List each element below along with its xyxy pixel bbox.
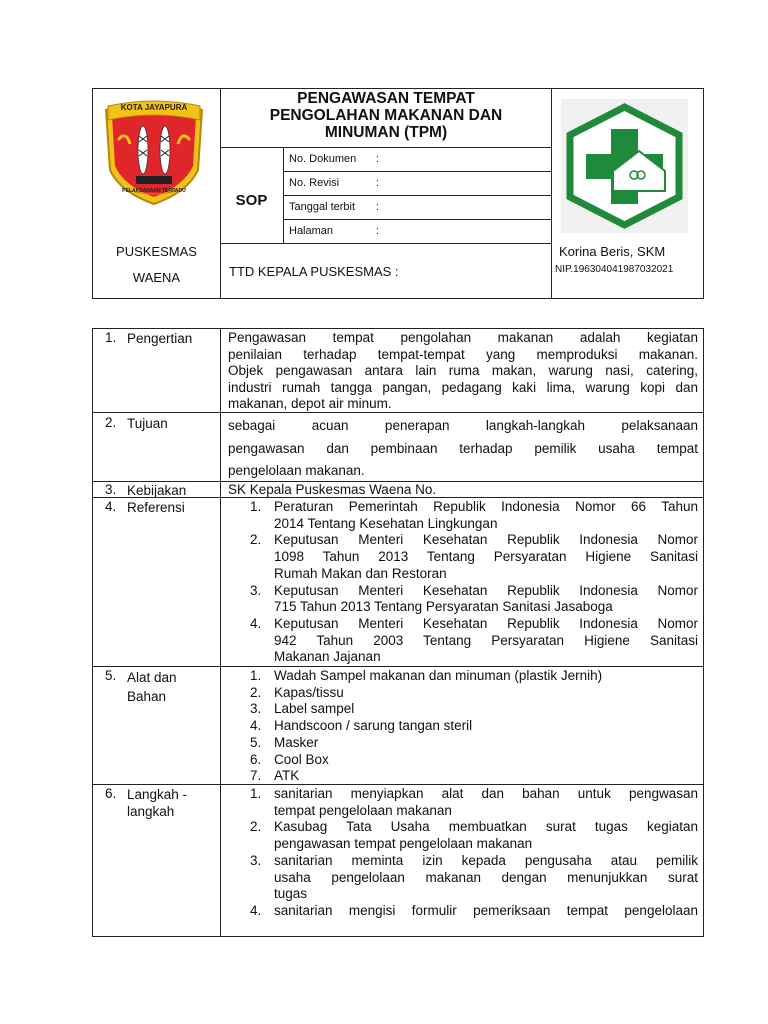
list-item: [246, 718, 698, 735]
list-line: sanitarian mengisi formulir pemeriksaan tempat pengelolaan: [274, 902, 698, 918]
section-label-tujuan: Tujuan: [127, 416, 168, 431]
header-divider-sop-top: [220, 147, 552, 148]
list-number: 1.: [250, 786, 262, 801]
head-name: Korina Beris, SKM: [559, 244, 666, 259]
text-line: penilaian terhadap tempat-tempat yang memproduksi makanan.: [228, 346, 698, 362]
list-line: Rumah Makan dan Restoran: [274, 565, 447, 581]
list-line: 942 Tahun 2003 Tentang Persyaratan Higiene Sanitasi: [274, 632, 698, 648]
meta-row-line: [283, 219, 552, 220]
meta-row-line: [283, 195, 552, 196]
list-line: Peraturan Pemerintah Republik Indonesia Nomor 66 Tahun: [274, 499, 698, 514]
section-label-alat-bahan: [127, 668, 177, 706]
text-line: industri rumah tangga pangan, pedagang kaki lima, warung kopi dan: [228, 379, 698, 395]
list-number: 1.: [250, 668, 262, 683]
list-line: Kasubag Tata Usaha membuatkan surat tugas kegiatan: [274, 819, 698, 835]
meta-label-no-revisi: No. Revisi: [289, 177, 340, 189]
label-line: Langkah -: [127, 787, 188, 802]
list-number: 3.: [250, 582, 262, 598]
section-number: 5.: [105, 668, 117, 683]
list-line: sanitarian meminta izin kepada pengusaha atau pemilik: [274, 852, 698, 868]
meta-value-halaman: :: [376, 225, 380, 237]
text-line: makanan, depot air minum.: [228, 396, 392, 411]
title-line: PENGOLAHAN MAKANAN DAN: [269, 107, 503, 124]
label-line: langkah: [127, 804, 175, 819]
logo-ribbon-text: KOTA JAYAPURA: [120, 103, 188, 112]
list-number: 2.: [250, 684, 262, 700]
title-line: PENGAWASAN TEMPAT: [297, 90, 475, 107]
list-item: [246, 685, 698, 702]
list-item: [246, 583, 698, 616]
list-number: 4.: [250, 718, 262, 734]
title-line: MINUMAN (TPM): [324, 124, 448, 141]
list-item: [246, 701, 698, 718]
text-line: pengawasan dan pembinaan terhadap pemilik usaha tempat: [228, 440, 698, 456]
list-number: 2.: [250, 819, 262, 835]
list-item: [246, 668, 698, 685]
list-number: 2.: [250, 532, 262, 548]
head-nip: NIP.196304041987032021: [555, 264, 674, 275]
section-label-referensi: Referensi: [127, 500, 185, 515]
referensi-list: [246, 499, 698, 666]
kota-jayapura-emblem-icon: [98, 100, 210, 208]
list-line: 715 Tahun 2013 Tentang Persyaratan Sanitasi Jasaboga: [274, 599, 613, 615]
list-line: Wadah Sampel makanan dan minuman (plastik Jernih): [274, 668, 603, 683]
meta-value-no-revisi: :: [376, 177, 380, 189]
list-item: [246, 768, 698, 785]
list-line: tugas: [274, 886, 308, 902]
section-number: 6.: [105, 786, 117, 801]
list-item: [246, 499, 698, 532]
header-divider-sop-bottom: [220, 243, 552, 244]
list-line: 2014 Tentang Kesehatan Lingkungan: [274, 515, 498, 531]
table-col-divider: [220, 328, 221, 937]
list-line: 1098 Tahun 2013 Tentang Persyaratan Higiene Sanitasi: [274, 549, 698, 565]
list-line: usaha pengelolaan makanan dengan menunjukkan surat: [274, 869, 698, 885]
meta-label-tanggal-terbit: Tanggal terbit: [289, 201, 356, 213]
header-divider-right: [551, 88, 552, 299]
list-item: [246, 853, 698, 903]
list-line: sanitarian menyiapkan alat dan bahan untuk pengwasan: [274, 786, 698, 801]
meta-value-no-dokumen: :: [376, 153, 380, 165]
list-line: Handscoon / sarung tangan steril: [274, 718, 473, 734]
section-number: 3.: [105, 482, 117, 497]
meta-row-line: [283, 171, 552, 172]
sop-label: SOP: [235, 192, 268, 209]
list-line: tempat pengelolaan makanan: [274, 802, 452, 818]
list-number: 1.: [250, 499, 262, 514]
meta-label-halaman: Halaman: [289, 225, 334, 237]
page-title: [222, 90, 550, 141]
section-label-kebijakan: Kebijakan: [127, 483, 187, 498]
logo-motto: PELAKSANAAN TERPADU: [122, 188, 186, 194]
label-line: Alat dan: [127, 670, 177, 685]
org-name-line1: PUSKESMAS: [116, 244, 197, 259]
section-label-langkah: [127, 786, 187, 820]
list-line: Label sampel: [274, 701, 355, 717]
list-item: [246, 616, 698, 666]
list-item: [246, 903, 698, 920]
section-number: 2.: [105, 415, 117, 430]
list-number: 3.: [250, 701, 262, 717]
list-line: Keputusan Menteri Kesehatan Republik Indonesia Nomor: [274, 615, 698, 631]
section-label-pengertian: Pengertian: [127, 331, 193, 346]
list-line: Keputusan Menteri Kesehatan Republik Indonesia Nomor: [274, 532, 698, 548]
list-line: Cool Box: [274, 751, 329, 767]
langkah-list: [246, 786, 698, 920]
text-line: Objek pengawasan antara lain ruma makan, warung nasi, catering,: [228, 363, 698, 378]
list-line: Kapas/tissu: [274, 684, 344, 700]
list-item: [246, 786, 698, 819]
list-line: Keputusan Menteri Kesehatan Republik Indonesia Nomor: [274, 582, 698, 598]
list-line: Masker: [274, 734, 319, 750]
list-line: Makanan Jajanan: [274, 649, 381, 665]
alat-bahan-list: [246, 668, 698, 785]
list-line: ATK: [274, 768, 300, 784]
list-number: 7.: [250, 768, 262, 784]
list-number: 4.: [250, 902, 262, 918]
list-item: [246, 735, 698, 752]
text-line: Pengawasan tempat pengolahan makanan adalah kegiatan: [228, 330, 698, 345]
text-line: pengelolaan makanan.: [228, 463, 365, 478]
section-number: 4.: [105, 499, 117, 514]
list-number: 6.: [250, 751, 262, 767]
label-line: Bahan: [127, 689, 167, 704]
list-number: 4.: [250, 615, 262, 631]
puskesmas-cross-logo-icon: [561, 99, 688, 233]
list-item: [246, 752, 698, 769]
meta-label-no-dokumen: No. Dokumen: [289, 153, 357, 165]
list-line: pengawasan tempat pengelolaan makanan: [274, 836, 533, 852]
meta-value-tanggal-terbit: :: [376, 201, 380, 213]
text-line: sebagai acuan penerapan langkah-langkah pelaksanaan: [228, 418, 698, 433]
list-item: [246, 819, 698, 852]
section-number: 1.: [105, 330, 117, 345]
list-number: 5.: [250, 734, 262, 750]
list-number: 3.: [250, 852, 262, 868]
list-item: [246, 532, 698, 582]
org-name-line2: WAENA: [132, 270, 181, 285]
section-text-tujuan: [228, 415, 698, 483]
signature-label: TTD KEPALA PUSKESMAS :: [229, 264, 399, 279]
section-text-kebijakan: SK Kepala Puskesmas Waena No.: [228, 482, 437, 497]
table-row-divider: [92, 666, 704, 667]
section-text-pengertian: [228, 330, 698, 413]
